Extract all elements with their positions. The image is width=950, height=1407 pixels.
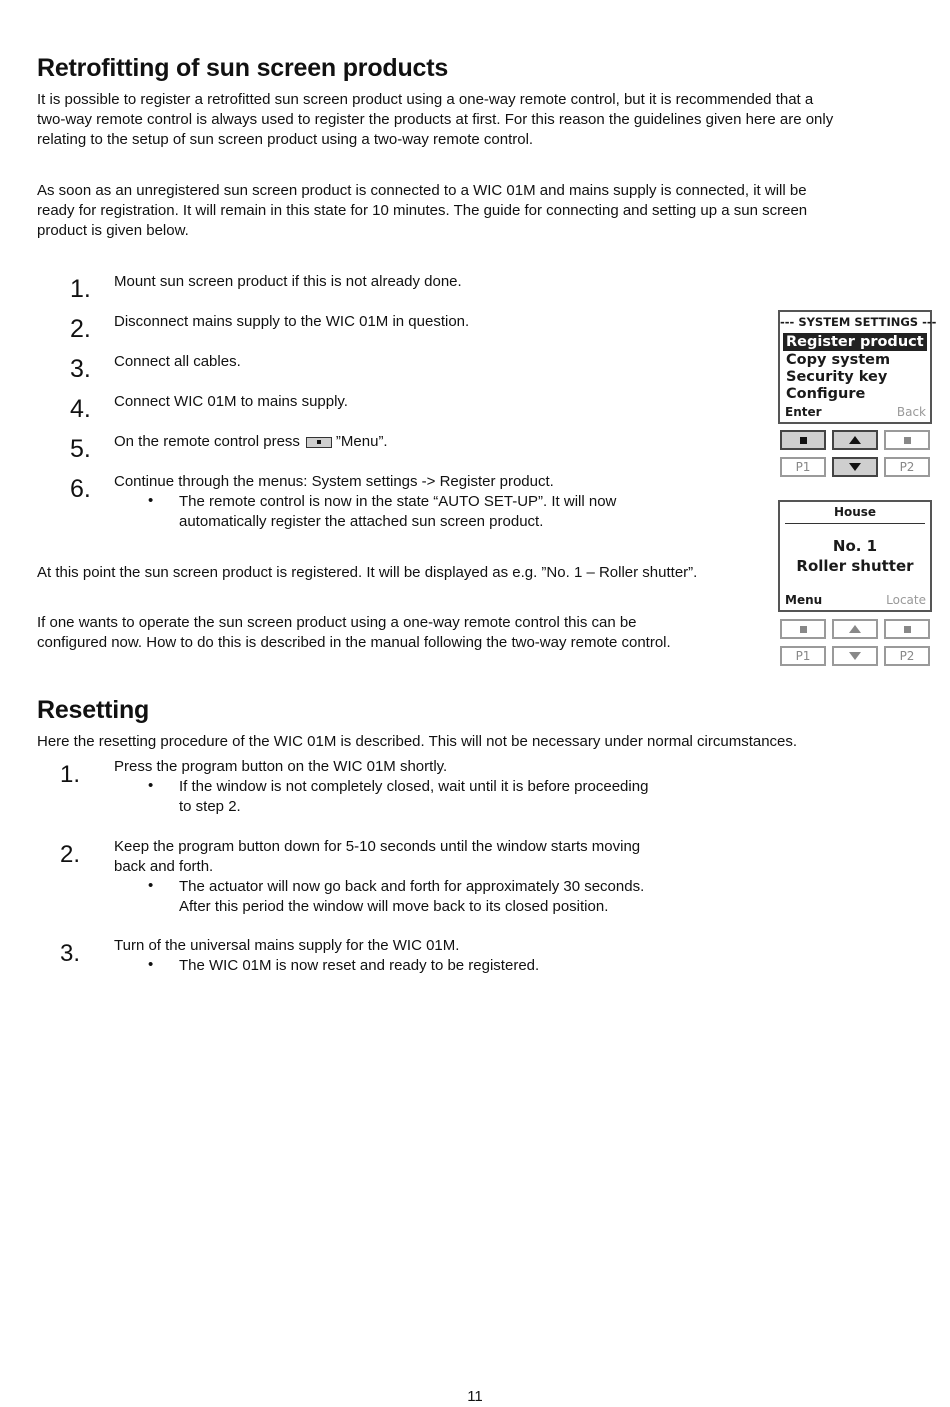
lcd-system-settings (778, 310, 937, 424)
lcd-product-type: Roller shutter (796, 557, 914, 575)
text-line: ready for registration. It will remain in this state for 10 minutes. The guide for connecting and setting up a sun screen (37, 202, 808, 219)
lcd-menu-item: Copy system (786, 352, 891, 368)
step-note (179, 877, 644, 917)
text-line: configured now. How to do this is described in the manual following the two-way remote control. (37, 634, 671, 651)
step-text (114, 837, 640, 877)
registration-paragraph (37, 181, 807, 241)
text-line: It is possible to register a retrofitted sun screen product using a one-way remote control, but it is recommended that a (37, 91, 814, 108)
step-number: 4. (70, 395, 91, 423)
text-line: automatically register the attached sun screen product. (179, 513, 544, 530)
text-line: The actuator will now go back and forth for approximately 30 seconds. (179, 878, 645, 895)
step-number: 2. (70, 315, 91, 343)
square-icon (800, 626, 807, 633)
p2-label: P2 (899, 460, 915, 474)
step-text-menu (114, 432, 388, 452)
arrow-up-icon (849, 625, 861, 633)
lcd-menu-item: Configure (786, 386, 866, 402)
intro-paragraph (37, 90, 833, 150)
p2-label: P2 (899, 649, 915, 663)
p2-button[interactable] (884, 646, 930, 666)
lcd-soft-right: Locate (886, 593, 926, 607)
p1-button[interactable] (780, 457, 826, 477)
step-text: Disconnect mains supply to the WIC 01M in question. (114, 313, 470, 330)
text-line: If one wants to operate the sun screen product using a one-way remote control this can be (37, 614, 637, 631)
text-line: Keep the program button down for 5-10 seconds until the window starts moving (114, 838, 641, 855)
bullet-icon: • (148, 877, 154, 894)
step-text: On the remote control press (114, 433, 300, 450)
page-number: 11 (467, 1388, 483, 1405)
bullet-icon: • (148, 492, 154, 509)
step-number: 1. (70, 275, 91, 303)
resetting-intro: Here the resetting procedure of the WIC 01M is described. This will not be necessary under normal circumstances. (37, 733, 798, 750)
lcd-house (778, 500, 932, 612)
menu-label: ”Menu”. (335, 433, 388, 450)
step-text: Mount sun screen product if this is not already done. (114, 273, 462, 290)
step-number: 1. (60, 761, 81, 788)
arrow-down-icon (849, 652, 861, 660)
square-icon (904, 626, 911, 633)
square-icon (800, 437, 807, 444)
menu-button-icon (306, 437, 332, 448)
text-line: After this period the window will move back to its closed position. (179, 898, 609, 915)
p1-label: P1 (795, 649, 811, 663)
section-title-retrofitting: Retrofitting of sun screen products (37, 54, 449, 82)
square-icon (904, 437, 911, 444)
lcd-divider (785, 523, 925, 524)
bullet-icon: • (148, 956, 154, 973)
step-number: 5. (70, 435, 91, 463)
text-line: to step 2. (179, 798, 241, 815)
text-line: If the window is not completely closed, wait until it is before proceeding (179, 778, 649, 795)
step-text: Continue through the menus: System settings -> Register product. (114, 473, 554, 490)
step-text: Turn of the universal mains supply for the WIC 01M. (114, 937, 460, 954)
bullet-icon: • (148, 777, 154, 794)
step-note (179, 777, 648, 817)
step-text: Connect WIC 01M to mains supply. (114, 393, 348, 410)
stop-button[interactable] (884, 430, 930, 450)
lcd-menu-item-selected: Register product (783, 333, 927, 351)
down-button[interactable] (832, 646, 878, 666)
step-number: 6. (70, 475, 91, 503)
lcd-soft-left: Menu (785, 593, 823, 607)
arrow-down-icon (849, 463, 861, 471)
text-line: The remote control is now in the state “AUTO SET-UP”. It will now (179, 493, 617, 510)
step-note: The WIC 01M is now reset and ready to be registered. (179, 957, 540, 974)
one-way-paragraph (37, 613, 671, 653)
up-button[interactable] (832, 619, 878, 639)
arrow-up-icon (849, 436, 861, 444)
text-line: back and forth. (114, 858, 214, 875)
step-text: Connect all cables. (114, 353, 241, 370)
section-title-resetting: Resetting (37, 696, 150, 724)
menu-button[interactable] (780, 619, 826, 639)
step-number: 3. (70, 355, 91, 383)
lcd-product-number: No. 1 (832, 537, 878, 555)
p1-button[interactable] (780, 646, 826, 666)
down-button[interactable] (832, 457, 878, 477)
step-text: Press the program button on the WIC 01M shortly. (114, 758, 448, 775)
text-line: As soon as an unregistered sun screen product is connected to a WIC 01M and mains supply is connected, it will be (37, 182, 807, 199)
text-line: relating to the setup of sun screen product using a two-way remote control. (37, 131, 534, 148)
p2-button[interactable] (884, 457, 930, 477)
text-line: two-way remote control is always used to register the products at first. For this reason the guidelines given here are only (37, 111, 834, 128)
text-line: product is given below. (37, 222, 189, 239)
stop-button[interactable] (884, 619, 930, 639)
registered-paragraph: At this point the sun screen product is registered. It will be displayed as e.g. ”No. 1 – Roller shutter”. (37, 564, 698, 581)
p1-label: P1 (795, 460, 811, 474)
step-number: 2. (60, 841, 81, 868)
step-6-note (179, 492, 616, 532)
menu-button[interactable] (780, 430, 826, 450)
lcd-header: --- SYSTEM SETTINGS --- (780, 315, 937, 329)
step-number: 3. (60, 940, 81, 967)
lcd-header: House (833, 505, 877, 519)
up-button[interactable] (832, 430, 878, 450)
lcd-menu-item: Security key (786, 369, 888, 385)
lcd-soft-left: Enter (785, 405, 822, 419)
lcd-soft-right: Back (896, 405, 926, 419)
